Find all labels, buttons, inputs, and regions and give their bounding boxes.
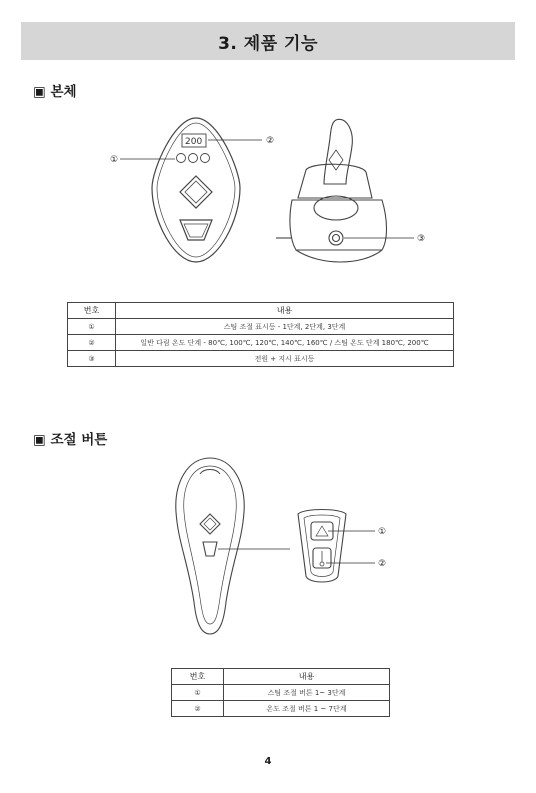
button-panel-drawing bbox=[298, 510, 346, 583]
header-content: 내용 bbox=[224, 669, 390, 685]
title-banner bbox=[21, 22, 515, 60]
row-number: ③ bbox=[68, 351, 116, 367]
page-title: 3. 제품 기능 bbox=[218, 33, 318, 54]
table-header-row bbox=[172, 669, 390, 685]
callout-1: ① bbox=[110, 155, 119, 165]
row-description: 스팀 조절 버튼 1~ 3단계 bbox=[224, 685, 390, 701]
callout-2: ② bbox=[378, 559, 387, 569]
row-number: ② bbox=[172, 701, 224, 717]
table-row bbox=[172, 701, 390, 717]
table-row bbox=[68, 351, 454, 367]
base-unit-illustration bbox=[100, 110, 440, 280]
table-row bbox=[68, 335, 454, 351]
row-description: 전원 + 지시 표시등 bbox=[116, 351, 454, 367]
header-content: 내용 bbox=[116, 303, 454, 319]
row-number: ② bbox=[68, 335, 116, 351]
row-description: 스팀 조절 표시등 - 1단계, 2단계, 3단계 bbox=[116, 319, 454, 335]
callout-3: ③ bbox=[417, 234, 426, 244]
header-number: 번호 bbox=[172, 669, 224, 685]
temperature-display: 200 bbox=[185, 137, 203, 147]
row-number: ① bbox=[68, 319, 116, 335]
handle-drawing bbox=[176, 458, 244, 634]
row-description: 온도 조절 버튼 1 ~ 7단계 bbox=[224, 701, 390, 717]
callout-2: ② bbox=[266, 136, 275, 146]
control-button-illustration bbox=[170, 452, 400, 642]
header-number: 번호 bbox=[68, 303, 116, 319]
section-heading-controls: ▣ 조절 버튼 bbox=[33, 432, 108, 448]
page-number: 4 bbox=[264, 756, 272, 767]
callout-1: ① bbox=[378, 527, 387, 537]
table-row bbox=[172, 685, 390, 701]
row-description: 일반 다림 온도 단계 - 80℃, 100℃, 120℃, 140℃, 160℃ / 스팀 온도 단계 180℃, 200℃ bbox=[116, 335, 454, 351]
body-spec-table bbox=[67, 302, 454, 367]
control-spec-table bbox=[171, 668, 390, 717]
table-header-row bbox=[68, 303, 454, 319]
row-number: ① bbox=[172, 685, 224, 701]
table-row bbox=[68, 319, 454, 335]
steamer-side-drawing bbox=[276, 119, 387, 262]
section-heading-body: ▣ 본체 bbox=[33, 84, 77, 100]
